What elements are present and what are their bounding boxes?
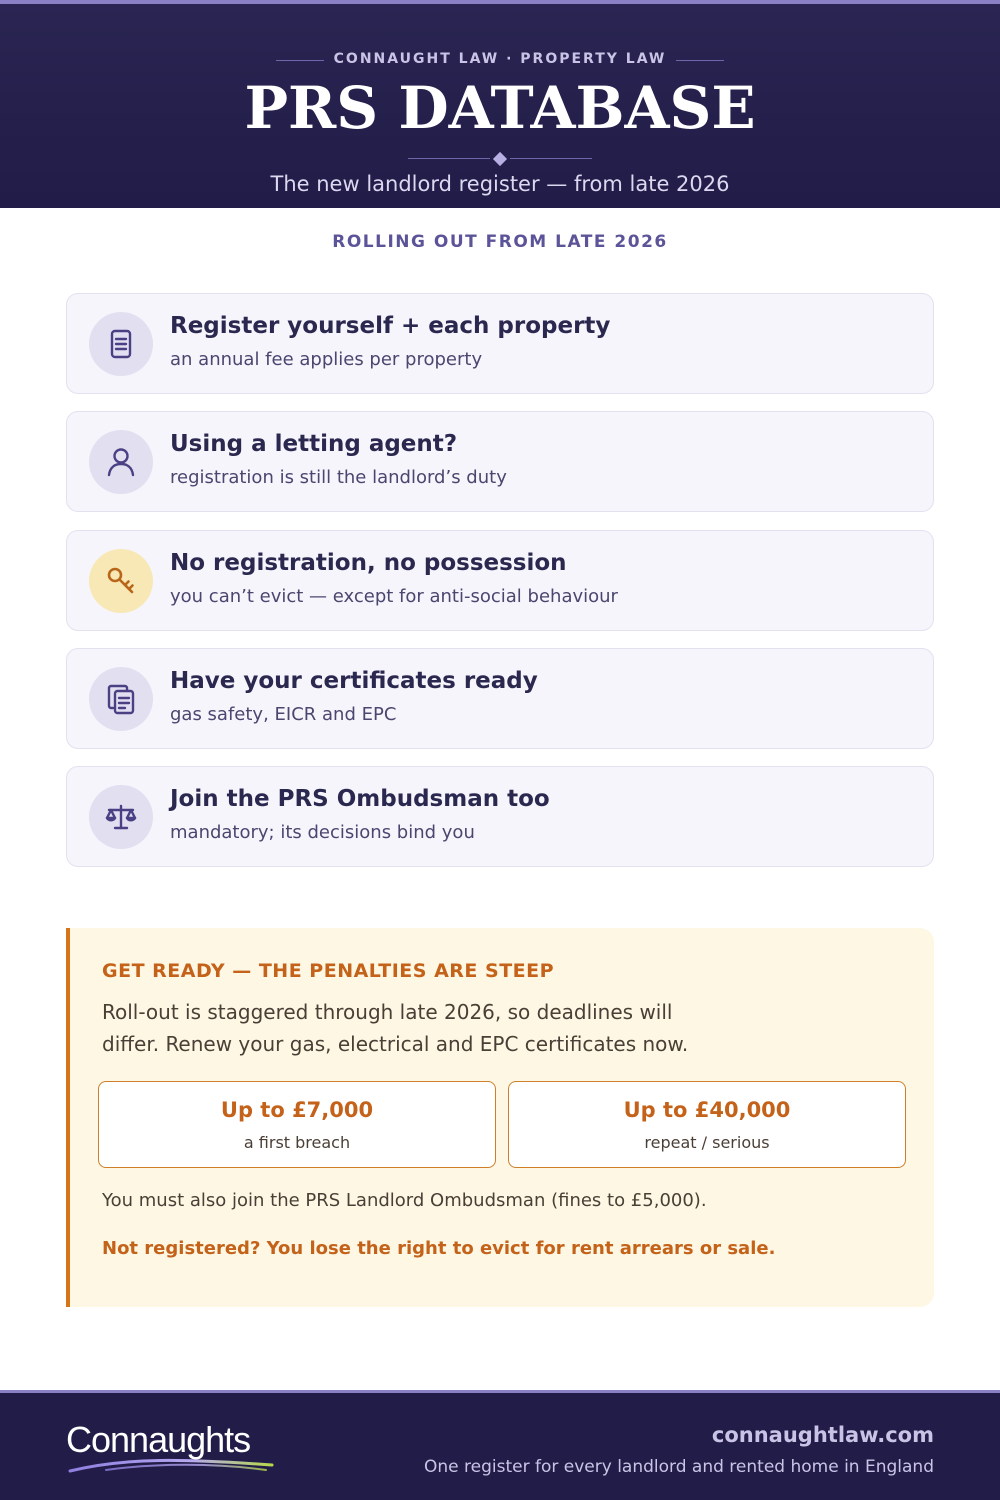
- key-icon: [89, 549, 153, 613]
- info-card-certificates: [66, 648, 934, 749]
- kicker-row: [0, 48, 1000, 72]
- logo-wordmark: Connaughts: [66, 1419, 251, 1460]
- info-card-ombudsman: [66, 766, 934, 867]
- callout-title: GET READY — THE PENALTIES ARE STEEP: [102, 960, 555, 982]
- section-label: ROLLING OUT FROM LATE 2026: [332, 232, 668, 252]
- card-description: gas safety, EICR and EPC: [170, 704, 397, 725]
- page-title: PRS DATABASE: [244, 74, 756, 142]
- kicker-rule-right: [676, 60, 724, 61]
- info-card-agent: [66, 411, 934, 512]
- card-description: an annual fee applies per property: [170, 349, 483, 370]
- eviction-alert: Not registered? You lose the right to evict for rent arrears or sale.: [102, 1238, 776, 1259]
- fine-box-first: [98, 1081, 496, 1168]
- info-card-register: [66, 293, 934, 394]
- card-description: registration is still the landlord’s duty: [170, 467, 507, 488]
- diamond-ornament-icon: [493, 152, 507, 166]
- person-icon: [89, 430, 153, 494]
- fine-amount: Up to £40,000: [623, 1098, 791, 1122]
- fine-caption: a first breach: [243, 1133, 351, 1152]
- fine-box-repeat: [508, 1081, 906, 1168]
- footer-tagline: One register for every landlord and rented home in England: [424, 1457, 934, 1477]
- divider-rule-right: [510, 158, 592, 159]
- card-title: Have your certificates ready: [170, 668, 538, 694]
- page-subtitle: The new landlord register — from late 2026: [270, 172, 730, 196]
- card-title: No registration, no possession: [170, 550, 567, 576]
- certificates-icon: [89, 667, 153, 731]
- connaughts-logo: [66, 1419, 286, 1475]
- fine-amount: Up to £7,000: [220, 1098, 374, 1122]
- ombudsman-note: You must also join the PRS Landlord Ombudsman (fines to £5,000).: [102, 1190, 707, 1211]
- scales-icon: [89, 785, 153, 849]
- card-description: mandatory; its decisions bind you: [170, 822, 475, 843]
- title-divider: [408, 152, 592, 166]
- website-link[interactable]: connaughtlaw.com: [711, 1423, 934, 1447]
- fine-caption: repeat / serious: [644, 1133, 770, 1152]
- footer: [0, 1390, 1000, 1500]
- card-title: Register yourself + each property: [170, 313, 611, 339]
- card-title: Using a letting agent?: [170, 431, 458, 457]
- callout-body: Roll-out is staggered through late 2026, so deadlines will differ. Renew your gas, electrical and EPC certificates now.: [102, 1000, 689, 1056]
- divider-rule-left: [408, 158, 490, 159]
- header-banner: [0, 0, 1000, 208]
- header-kicker: CONNAUGHT LAW · PROPERTY LAW: [333, 51, 667, 67]
- penalties-callout: [66, 928, 934, 1307]
- card-description: you can’t evict — except for anti-social behaviour: [170, 586, 618, 607]
- info-card-possession: [66, 530, 934, 631]
- card-title: Join the PRS Ombudsman too: [170, 786, 550, 812]
- document-icon: [89, 312, 153, 376]
- logo-swoosh-icon: [66, 1455, 276, 1475]
